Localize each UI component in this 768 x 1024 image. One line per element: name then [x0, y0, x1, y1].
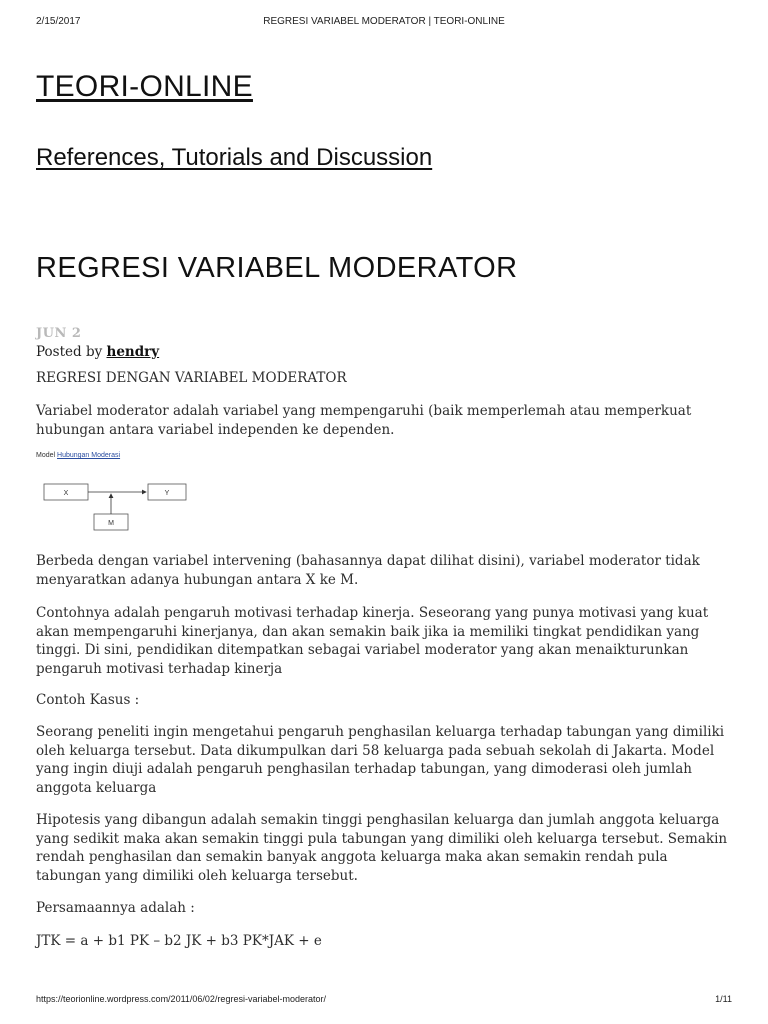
box-y-label: Y	[164, 490, 170, 497]
post-subheading: REGRESI DENGAN VARIABEL MODERATOR	[36, 370, 347, 386]
print-page-title: REGRESI VARIABEL MODERATOR | TEORI-ONLINE	[263, 16, 505, 27]
paragraph-hypothesis: Hipotesis yang dibangun adalah semakin tinggi penghasilan keluarga dan jumlah anggota keluarga yang sedikit maka akan semakin tinggi pula tabungan yang dimiliki oleh keluarga tersebut. Semakin rendah penghasilan dan semakin banyak anggota keluarga maka akan semakin rendah pula tabungan yang dimiliki oleh keluarga tersebut.	[36, 812, 728, 884]
post-byline	[36, 344, 159, 360]
paragraph-example: Contohnya adalah pengaruh motivasi terhadap kinerja. Seseorang yang punya motivasi yang kuat akan mempengaruhi kinerjanya, dan akan semakin baik jika ia memiliki tingkat pendidikan yang tinggi. Di sini, pendidikan ditempatkan sebagai variabel moderator yang akan menaikturunkan pengaruh motivasi terhadap kinerja	[36, 605, 709, 677]
paragraph-intervening: Berbeda dengan variabel intervening (bahasannya dapat dilihat disini), variabel moderator tidak menyaratkan adanya hubungan antara X ke M.	[36, 553, 700, 588]
diagram-label-prefix: Model	[36, 452, 58, 459]
diagram-label	[36, 452, 120, 459]
posted-by-label: Posted by	[36, 344, 103, 360]
print-url: https://teorionline.wordpress.com/2011/06/02/regresi-variabel-moderator/	[36, 994, 326, 1004]
author-link[interactable]: hendry	[106, 344, 160, 360]
post-date: JUN 2	[36, 326, 82, 341]
print-footer	[0, 994, 768, 1008]
equation-line: JTK = a + b1 PK – b2 JK + b3 PK*JAK + e	[36, 933, 322, 949]
print-header	[0, 16, 768, 30]
paragraph-case-heading: Contoh Kasus :	[36, 692, 140, 708]
diagram-graphic	[36, 466, 196, 536]
paragraph-case: Seorang peneliti ingin mengetahui pengaruh penghasilan keluarga terhadap tabungan yang dimiliki oleh keluarga tersebut. Data dikumpulkan dari 58 keluarga pada sebuah sekolah di Jakarta. Model yang ingin diuji adalah pengaruh penghasilan terhadap tabungan, yang dimoderasi oleh jumlah anggota keluarga	[36, 724, 725, 796]
paragraph-equation-intro: Persamaannya adalah :	[36, 900, 195, 916]
intro-paragraph: Variabel moderator adalah variabel yang mempengaruhi (baik memperlemah atau memperkuat hubungan antara variabel independen ke dependen.	[36, 403, 692, 438]
print-date: 2/15/2017	[36, 16, 81, 27]
diagram-label-link: Hubungan Moderasi	[57, 452, 121, 459]
box-x-label: X	[63, 490, 69, 497]
site-title-link[interactable]: TEORI-ONLINE	[36, 70, 253, 103]
box-m-label: M	[108, 520, 114, 527]
site-tagline-link[interactable]: References, Tutorials and Discussion	[36, 144, 433, 171]
post-title: REGRESI VARIABEL MODERATOR	[36, 252, 518, 284]
page-number: 1/11	[715, 994, 732, 1004]
